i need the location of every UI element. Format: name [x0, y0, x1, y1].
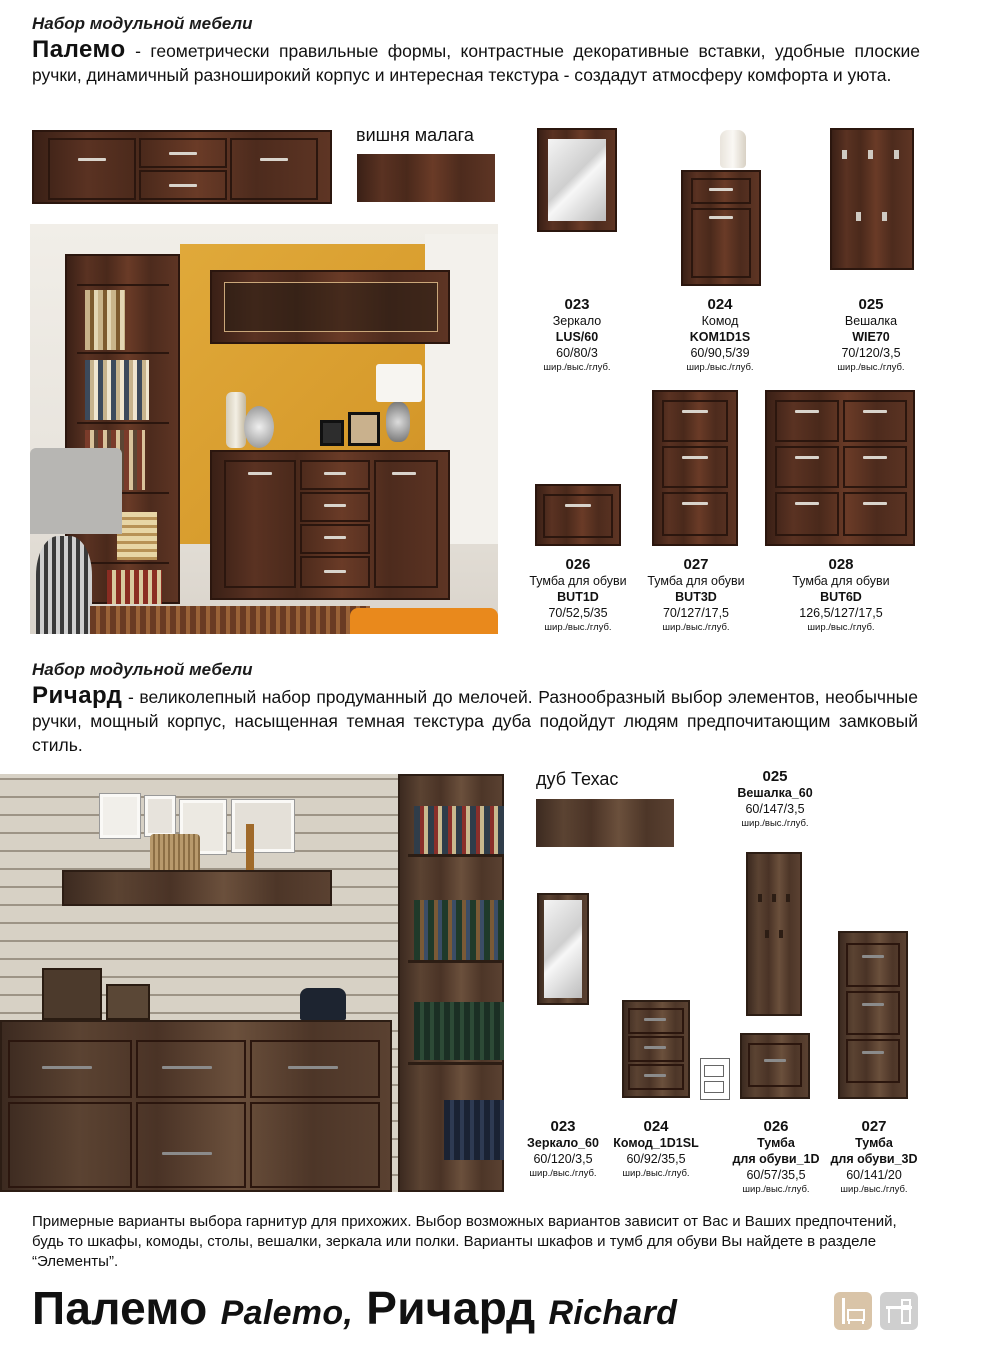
richard-shoe-cabinet-3d-image — [838, 931, 908, 1099]
office-desk-icon — [880, 1292, 918, 1330]
palemo-brand-name: Палемо — [32, 36, 126, 63]
richard-hanger-image — [746, 852, 802, 1016]
palemo-product-026: 026 Тумба для обуви BUT1D 70/52,5/35 шир./выс./глуб. — [529, 556, 627, 633]
richard-swatch-label: дуб Техас — [536, 769, 619, 789]
palemo-hanger-image — [830, 128, 914, 270]
palemo-product-025: 025 Вешалка WIE70 70/120/3,5 шир./выс./глуб. — [837, 296, 905, 373]
palemo-sideboard-image — [32, 130, 332, 204]
palemo-description: - геометрически правильные формы, контрастные декоративные вставки, удобные плоские ручки, динамичный разноширокий корпус и интересная текстура - создадут атмосферу комфорта и уюта. — [32, 41, 920, 85]
vase-decor — [720, 130, 746, 168]
richard-shoe-cabinet-1d-image — [740, 1033, 810, 1099]
richard-description: - великолепный набор продуманный до мелочей. Разнообразный выбор элементов, необычные ручки, мощный корпус, насыщенная темная текстура дуба подойдут людям предпочитающим замковый стиль. — [32, 687, 918, 755]
richard-product-023: 023 Зеркало_60 60/120/3,5 шир./выс./глуб. — [527, 1118, 599, 1179]
richard-interior-photo — [0, 774, 504, 1192]
palemo-shoe-cabinet-3d-image — [652, 390, 738, 546]
footer-note: Примерные варианты выбора гарнитур для прихожих. Выбор возможных вариантов зависит от Вас и Ваших предпочтений, будь то шкафы, комоды, столы, вешалки, зеркала или полки. Варианты шкафов и тумб для обуви Вы найдете в разделе “Элементы”. — [32, 1213, 897, 1270]
palemo-description-block — [32, 38, 920, 87]
richard-mirror-image — [537, 893, 589, 1005]
palemo-kicker: Набор модульной мебели — [32, 14, 253, 33]
palemo-product-028: 028 Тумба для обуви BUT6D 126,5/127/17,5 шир./выс./глуб. — [792, 556, 890, 633]
cherry-malaga-swatch — [357, 154, 495, 202]
richard-description-block — [32, 684, 918, 757]
richard-chest-image — [622, 1000, 690, 1098]
palemo-shoe-cabinet-1d-image — [535, 484, 621, 546]
title-palemo-ru: Палемо — [32, 1282, 208, 1334]
richard-product-027: 027 Тумба для обуви_3D 60/141/20 шир./выс./глуб. — [830, 1118, 918, 1195]
palemo-product-024: 024 Комод KOM1D1S 60/90,5/39 шир./выс./глуб. — [686, 296, 754, 373]
title-richard-ru: Ричард — [366, 1282, 536, 1334]
palemo-product-023: 023 Зеркало LUS/60 60/80/3 шир./выс./глуб. — [543, 296, 611, 373]
palemo-interior-photo — [30, 224, 498, 634]
palemo-product-027: 027 Тумба для обуви BUT3D 70/127/17,5 шир./выс./глуб. — [647, 556, 745, 633]
palemo-swatch-label: вишня малага — [356, 125, 474, 145]
richard-product-025: 025 Вешалка_60 60/147/3,5 шир./выс./глуб. — [737, 768, 813, 829]
title-richard-en: Richard — [548, 1294, 678, 1332]
title-palemo-en: Palemo, — [220, 1294, 354, 1332]
page-title — [32, 1281, 677, 1335]
richard-kicker: Набор модульной мебели — [32, 660, 253, 679]
texas-oak-swatch — [536, 799, 674, 847]
palemo-chest-image — [681, 170, 761, 286]
richard-brand-name: Ричард — [32, 682, 123, 709]
hallway-icon — [834, 1292, 872, 1330]
chest-schematic-drawing — [700, 1058, 730, 1100]
palemo-shoe-cabinet-6d-image — [765, 390, 915, 546]
palemo-mirror-image — [537, 128, 617, 232]
richard-product-024: 024 Комод_1D1SL 60/92/35,5 шир./выс./глуб. — [613, 1118, 699, 1179]
richard-product-026: 026 Тумба для обуви_1D 60/57/35,5 шир./выс./глуб. — [732, 1118, 820, 1195]
